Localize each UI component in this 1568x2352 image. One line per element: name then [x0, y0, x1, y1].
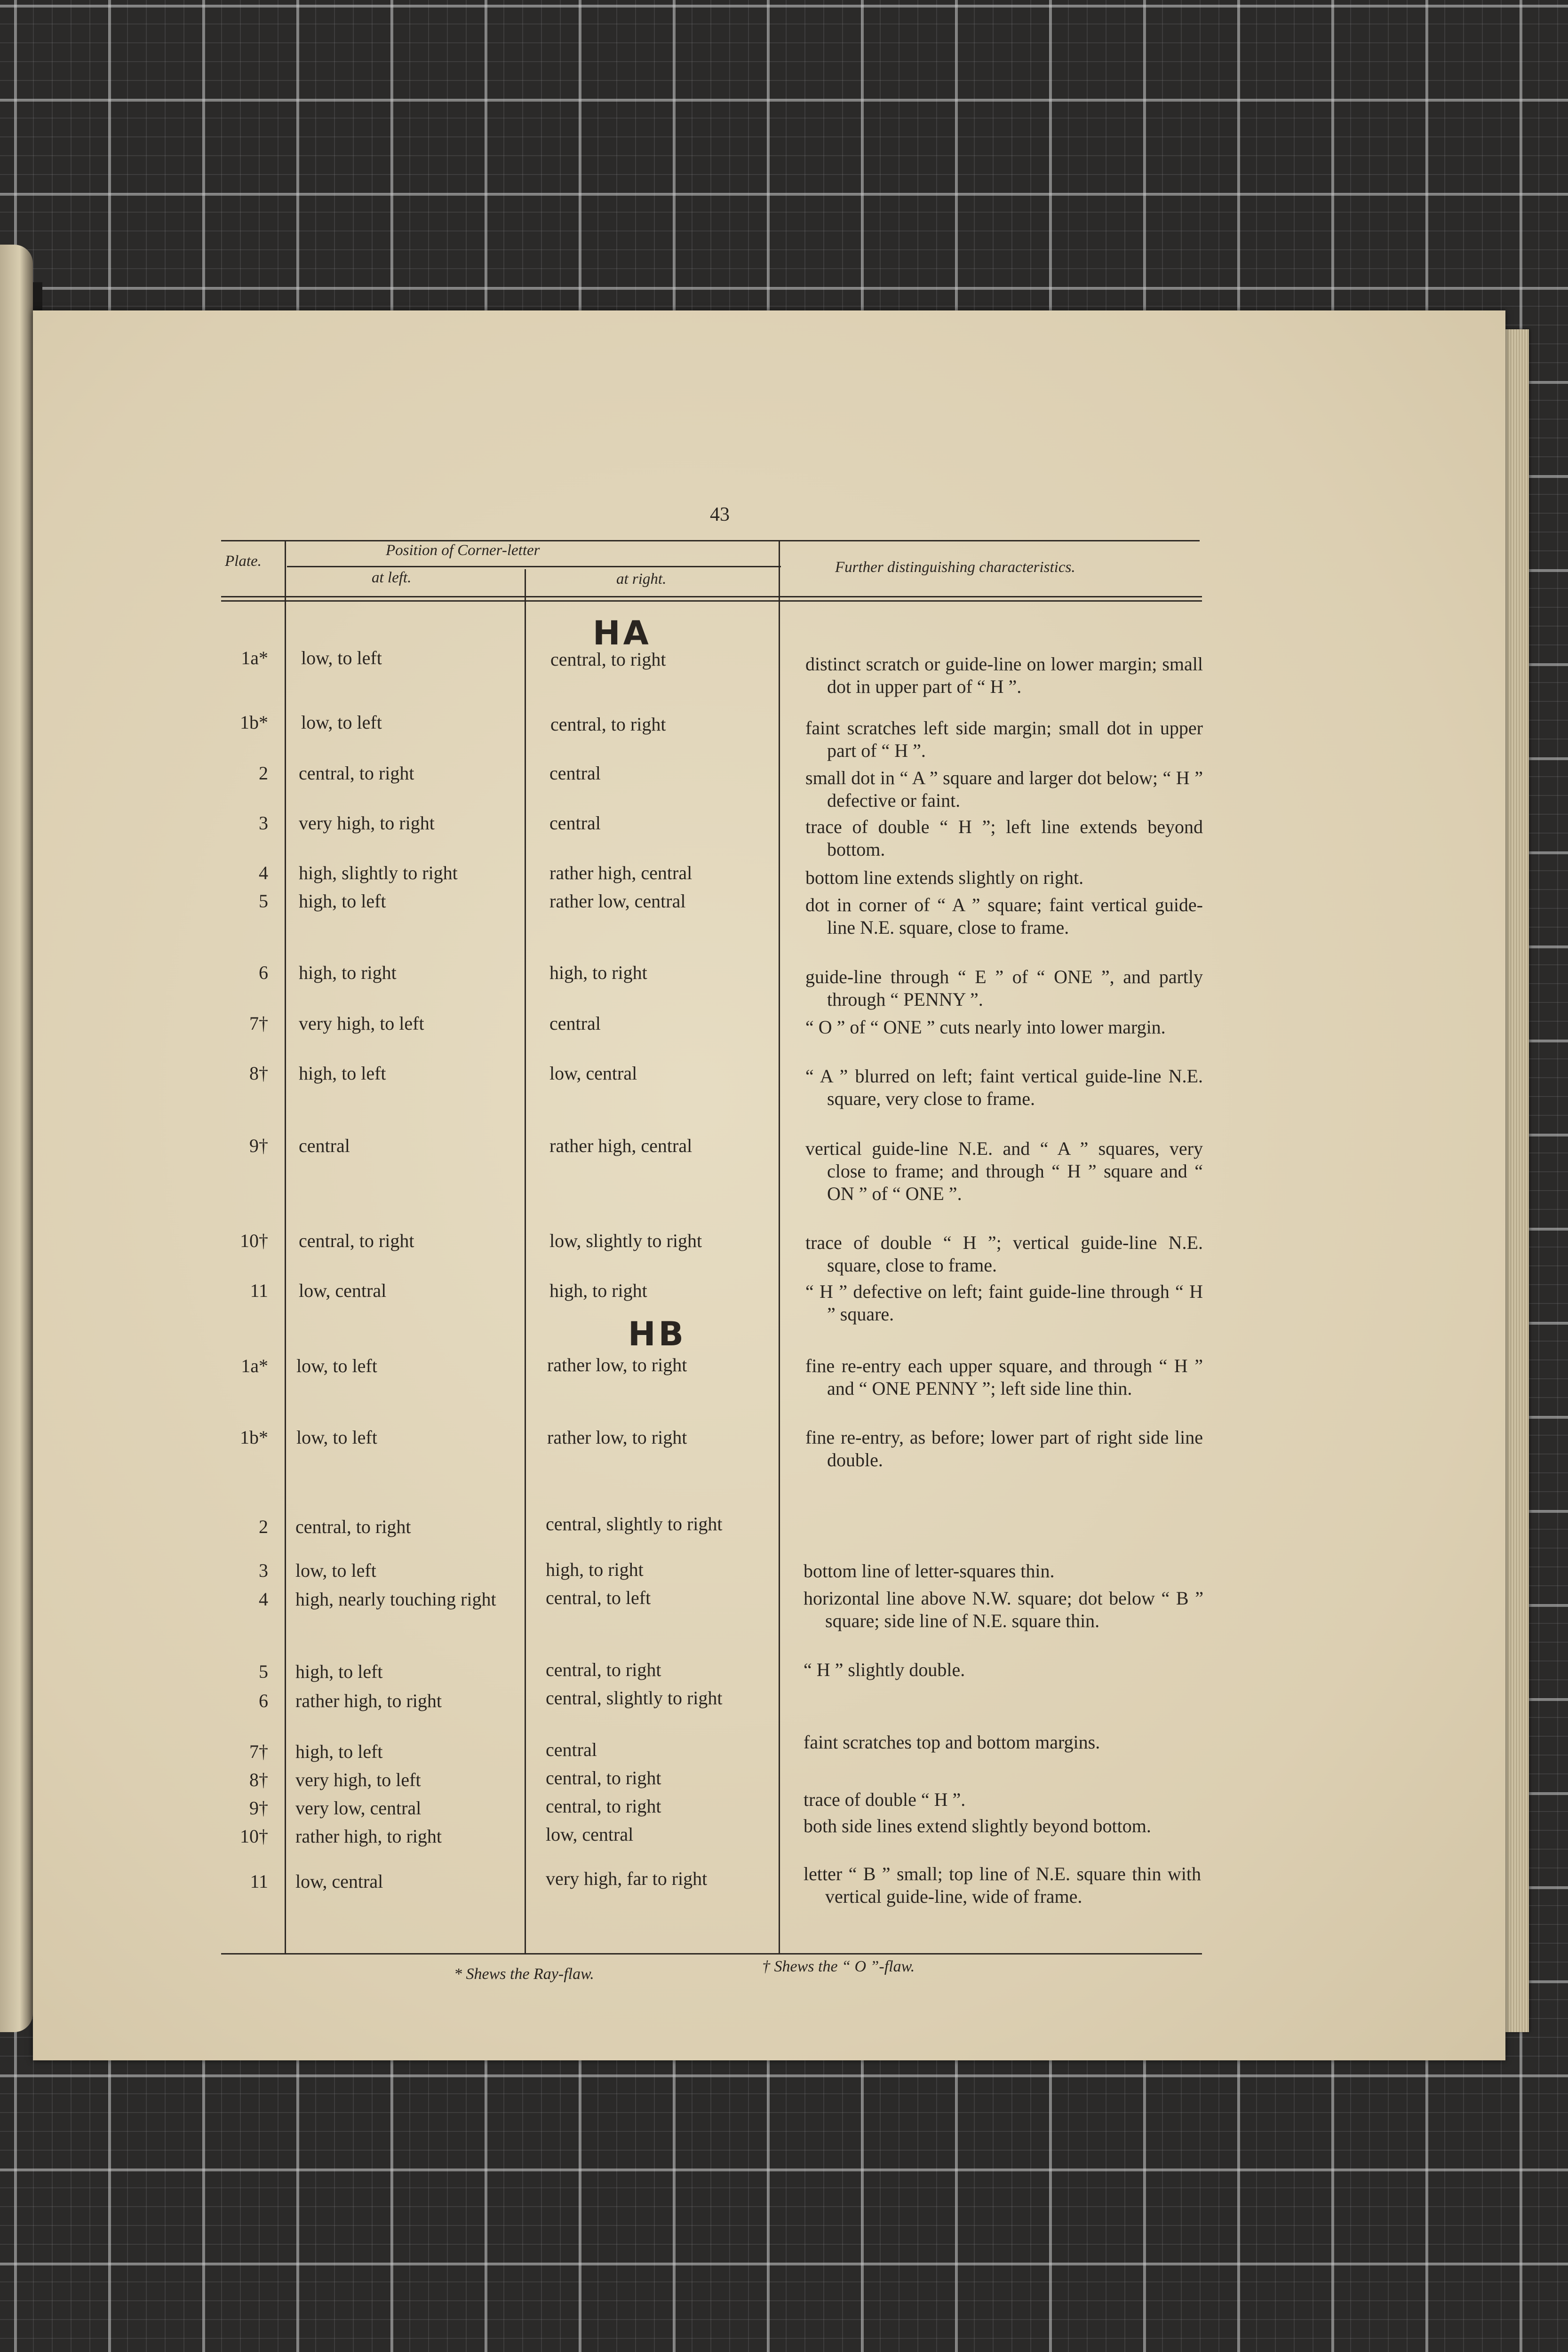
characteristics-text: fine re-entry each upper square, and through “ H ” and “ ONE PENNY ”; left side line thin. [805, 1355, 1203, 1399]
header-bottom-rule [221, 596, 1202, 597]
right-position-cell: central, to right [550, 649, 666, 670]
left-position-cell: very low, central [295, 1797, 422, 1819]
plate-cell: 8† [249, 1769, 268, 1790]
left-position-cell: high, to left [295, 1661, 383, 1682]
characteristics-text: both side lines extend slightly beyond bottom. [804, 1815, 1151, 1836]
table-top-rule [221, 540, 1200, 541]
characteristics-text: bottom line of letter-squares thin. [804, 1560, 1055, 1581]
characteristics-text: horizontal line above N.W. square; dot below “ B ” square; side line of N.E. square thin. [804, 1588, 1203, 1631]
plate-cell: 1b* [240, 1427, 268, 1448]
characteristics-cell [804, 1863, 1201, 1908]
right-position-cell: central [546, 1739, 597, 1760]
right-position-cell [546, 1687, 764, 1709]
left-position-cell: high, to right [299, 962, 397, 983]
right-position-cell: high, to right [549, 962, 647, 983]
column-rule-further [779, 540, 780, 1954]
plate-cell: 7† [249, 1013, 268, 1034]
plate-cell: 9† [249, 1797, 268, 1819]
plate-cell: 1a* [241, 647, 268, 668]
characteristics-cell [805, 1065, 1203, 1110]
characteristics-text: letter “ B ” small; top line of N.E. square thin with vertical guide-line, wide of frame. [804, 1863, 1201, 1907]
section-title-ha: HA [593, 614, 652, 652]
plate-cell: 9† [249, 1135, 268, 1156]
column-rule-plate [285, 540, 286, 1954]
right-position-cell: rather low, to right [547, 1427, 687, 1448]
section-title-hb: HB [628, 1315, 686, 1353]
characteristics-cell [805, 767, 1203, 812]
left-position-cell: central, to right [295, 1516, 411, 1537]
plate-cell: 5 [259, 890, 268, 912]
right-position-cell: low, central [546, 1824, 634, 1845]
left-position-cell: high, slightly to right [299, 862, 458, 883]
characteristics-cell [804, 1587, 1203, 1632]
header-plate: Plate. [225, 553, 262, 570]
page-number: 43 [710, 504, 730, 525]
left-position-cell: low, to left [301, 712, 382, 733]
left-position-cell: very high, to left [295, 1769, 421, 1790]
plate-cell: 5 [259, 1661, 268, 1682]
right-position-cell: central, to right [546, 1659, 661, 1680]
left-position-cell: high, to left [299, 890, 386, 912]
left-position-cell: central, to right [299, 1230, 414, 1251]
characteristics-text: faint scratches left side margin; small dot in upper part of “ H ”. [805, 717, 1203, 761]
left-position-cell: low, to left [296, 1355, 377, 1376]
plate-cell: 3 [259, 1560, 268, 1581]
right-position-cell: central [549, 812, 601, 834]
plate-cell: 2 [259, 1516, 268, 1537]
plate-cell: 4 [259, 862, 268, 883]
table-bottom-rule [221, 1953, 1202, 1955]
characteristics-cell [805, 1426, 1203, 1471]
characteristics-cell [804, 1731, 1201, 1754]
right-position-cell: low, slightly to right [549, 1230, 702, 1251]
characteristics-cell [804, 1659, 1201, 1681]
right-position-cell: high, to right [546, 1559, 644, 1580]
characteristics-text: “ H ” defective on left; faint guide-line through “ H ” square. [805, 1281, 1203, 1325]
plate-cell: 11 [250, 1871, 268, 1892]
characteristics-text: trace of double “ H ”; vertical guide-line N.E. square, close to frame. [805, 1232, 1203, 1276]
characteristics-cell [805, 894, 1203, 939]
characteristics-cell [804, 1788, 1201, 1811]
left-position-cell: low, central [299, 1280, 387, 1301]
characteristics-text: trace of double “ H ”; left line extends beyond bottom. [805, 816, 1203, 860]
left-position-cell [295, 1588, 512, 1611]
right-position-cell: rather low, to right [547, 1354, 687, 1375]
characteristics-text: small dot in “ A ” square and larger dot below; “ H ” defective or faint. [805, 767, 1203, 811]
right-position-text: central, slightly to right [546, 1687, 723, 1708]
plate-cell: 8† [249, 1063, 268, 1084]
left-position-cell: very high, to left [299, 1013, 424, 1034]
characteristics-cell [805, 966, 1203, 1011]
left-position-cell: low, to left [301, 647, 382, 668]
right-position-cell: central, to right [550, 714, 666, 735]
right-position-cell: central [549, 763, 601, 784]
characteristics-text: guide-line through “ E ” of “ ONE ”, and partly through “ PENNY ”. [805, 966, 1203, 1010]
left-position-cell: high, to left [299, 1063, 386, 1084]
header-sub-rule [287, 566, 781, 567]
characteristics-text: “ H ” slightly double. [804, 1659, 965, 1680]
left-page-edge [0, 245, 33, 2032]
left-position-cell: very high, to right [299, 812, 435, 834]
characteristics-text: distinct scratch or guide-line on lower margin; small dot in upper part of “ H ”. [805, 653, 1203, 697]
characteristics-cell [804, 1560, 1201, 1582]
right-position-cell: high, to right [549, 1280, 647, 1301]
plate-cell: 6 [259, 962, 268, 983]
characteristics-text: dot in corner of “ A ” square; faint vertical guide-line N.E. square, close to frame. [805, 894, 1203, 938]
characteristics-cell [805, 1232, 1203, 1277]
right-position-cell: very high, far to right [546, 1868, 708, 1889]
header-at-right: at right. [616, 571, 667, 588]
right-position-cell: central [549, 1013, 601, 1034]
footnote-ray-flaw: * Shews the Ray-flaw. [454, 1965, 594, 1983]
left-position-cell: rather high, to right [295, 1826, 442, 1847]
plate-cell: 6 [259, 1690, 268, 1711]
left-position-cell: low, to left [295, 1560, 376, 1581]
right-position-cell: rather high, central [549, 862, 692, 883]
characteristics-text: vertical guide-line N.E. and “ A ” squares, very close to frame; and through “ H ” square and “ ON ” of “ ONE ”. [805, 1138, 1203, 1204]
left-position-cell: rather high, to right [295, 1690, 442, 1711]
plate-cell: 3 [259, 812, 268, 834]
left-position-cell: low, to left [296, 1427, 377, 1448]
characteristics-cell [805, 1280, 1203, 1326]
plate-cell: 7† [249, 1741, 268, 1762]
left-position-cell: central, to right [299, 763, 414, 784]
right-position-cell: rather low, central [549, 890, 686, 912]
header-at-left: at left. [372, 569, 412, 586]
characteristics-text: “ A ” blurred on left; faint vertical guide-line N.E. square, very close to frame. [805, 1065, 1203, 1109]
right-position-cell: central, to right [546, 1796, 661, 1817]
characteristics-cell [805, 866, 1203, 889]
left-position-text: high, nearly touching right [295, 1589, 496, 1610]
footnote-o-flaw: † Shews the “ O ”-flaw. [762, 1958, 915, 1975]
characteristics-text: faint scratches top and bottom margins. [804, 1732, 1100, 1753]
right-position-cell [546, 1513, 764, 1535]
right-position-cell: central, to right [546, 1767, 661, 1788]
page-stack-edge [1503, 329, 1529, 2032]
plate-cell: 1b* [240, 712, 268, 733]
plate-cell: 4 [259, 1589, 268, 1610]
right-position-cell: rather high, central [549, 1135, 692, 1156]
characteristics-cell [805, 1355, 1203, 1400]
column-rule-left-right [525, 569, 526, 1954]
characteristics-text: bottom line extends slightly on right. [805, 867, 1084, 888]
plate-cell: 2 [259, 763, 268, 784]
characteristics-cell [805, 1016, 1203, 1039]
plate-cell: 10† [240, 1230, 268, 1251]
header-position: Position of Corner-letter [386, 542, 540, 559]
plate-cell: 11 [250, 1280, 268, 1301]
characteristics-cell [805, 653, 1203, 698]
characteristics-text: “ O ” of “ ONE ” cuts nearly into lower margin. [805, 1017, 1166, 1038]
characteristics-cell [805, 816, 1203, 861]
characteristics-text: fine re-entry, as before; lower part of right side line double. [805, 1427, 1203, 1470]
header-further: Further distinguishing characteristics. [835, 559, 1075, 576]
characteristics-cell [804, 1815, 1201, 1837]
characteristics-cell [805, 717, 1203, 762]
characteristics-cell [805, 1137, 1203, 1205]
right-position-text: central, slightly to right [546, 1513, 723, 1534]
characteristics-text: trace of double “ H ”. [804, 1789, 966, 1810]
left-position-cell: low, central [295, 1871, 383, 1892]
right-position-cell: central, to left [546, 1587, 651, 1608]
header-bottom-rule-2 [221, 600, 1202, 602]
plate-cell: 10† [240, 1826, 268, 1847]
left-position-cell: central [299, 1135, 350, 1156]
right-position-cell: low, central [549, 1063, 637, 1084]
plate-cell: 1a* [241, 1355, 268, 1376]
left-position-cell: high, to left [295, 1741, 383, 1762]
